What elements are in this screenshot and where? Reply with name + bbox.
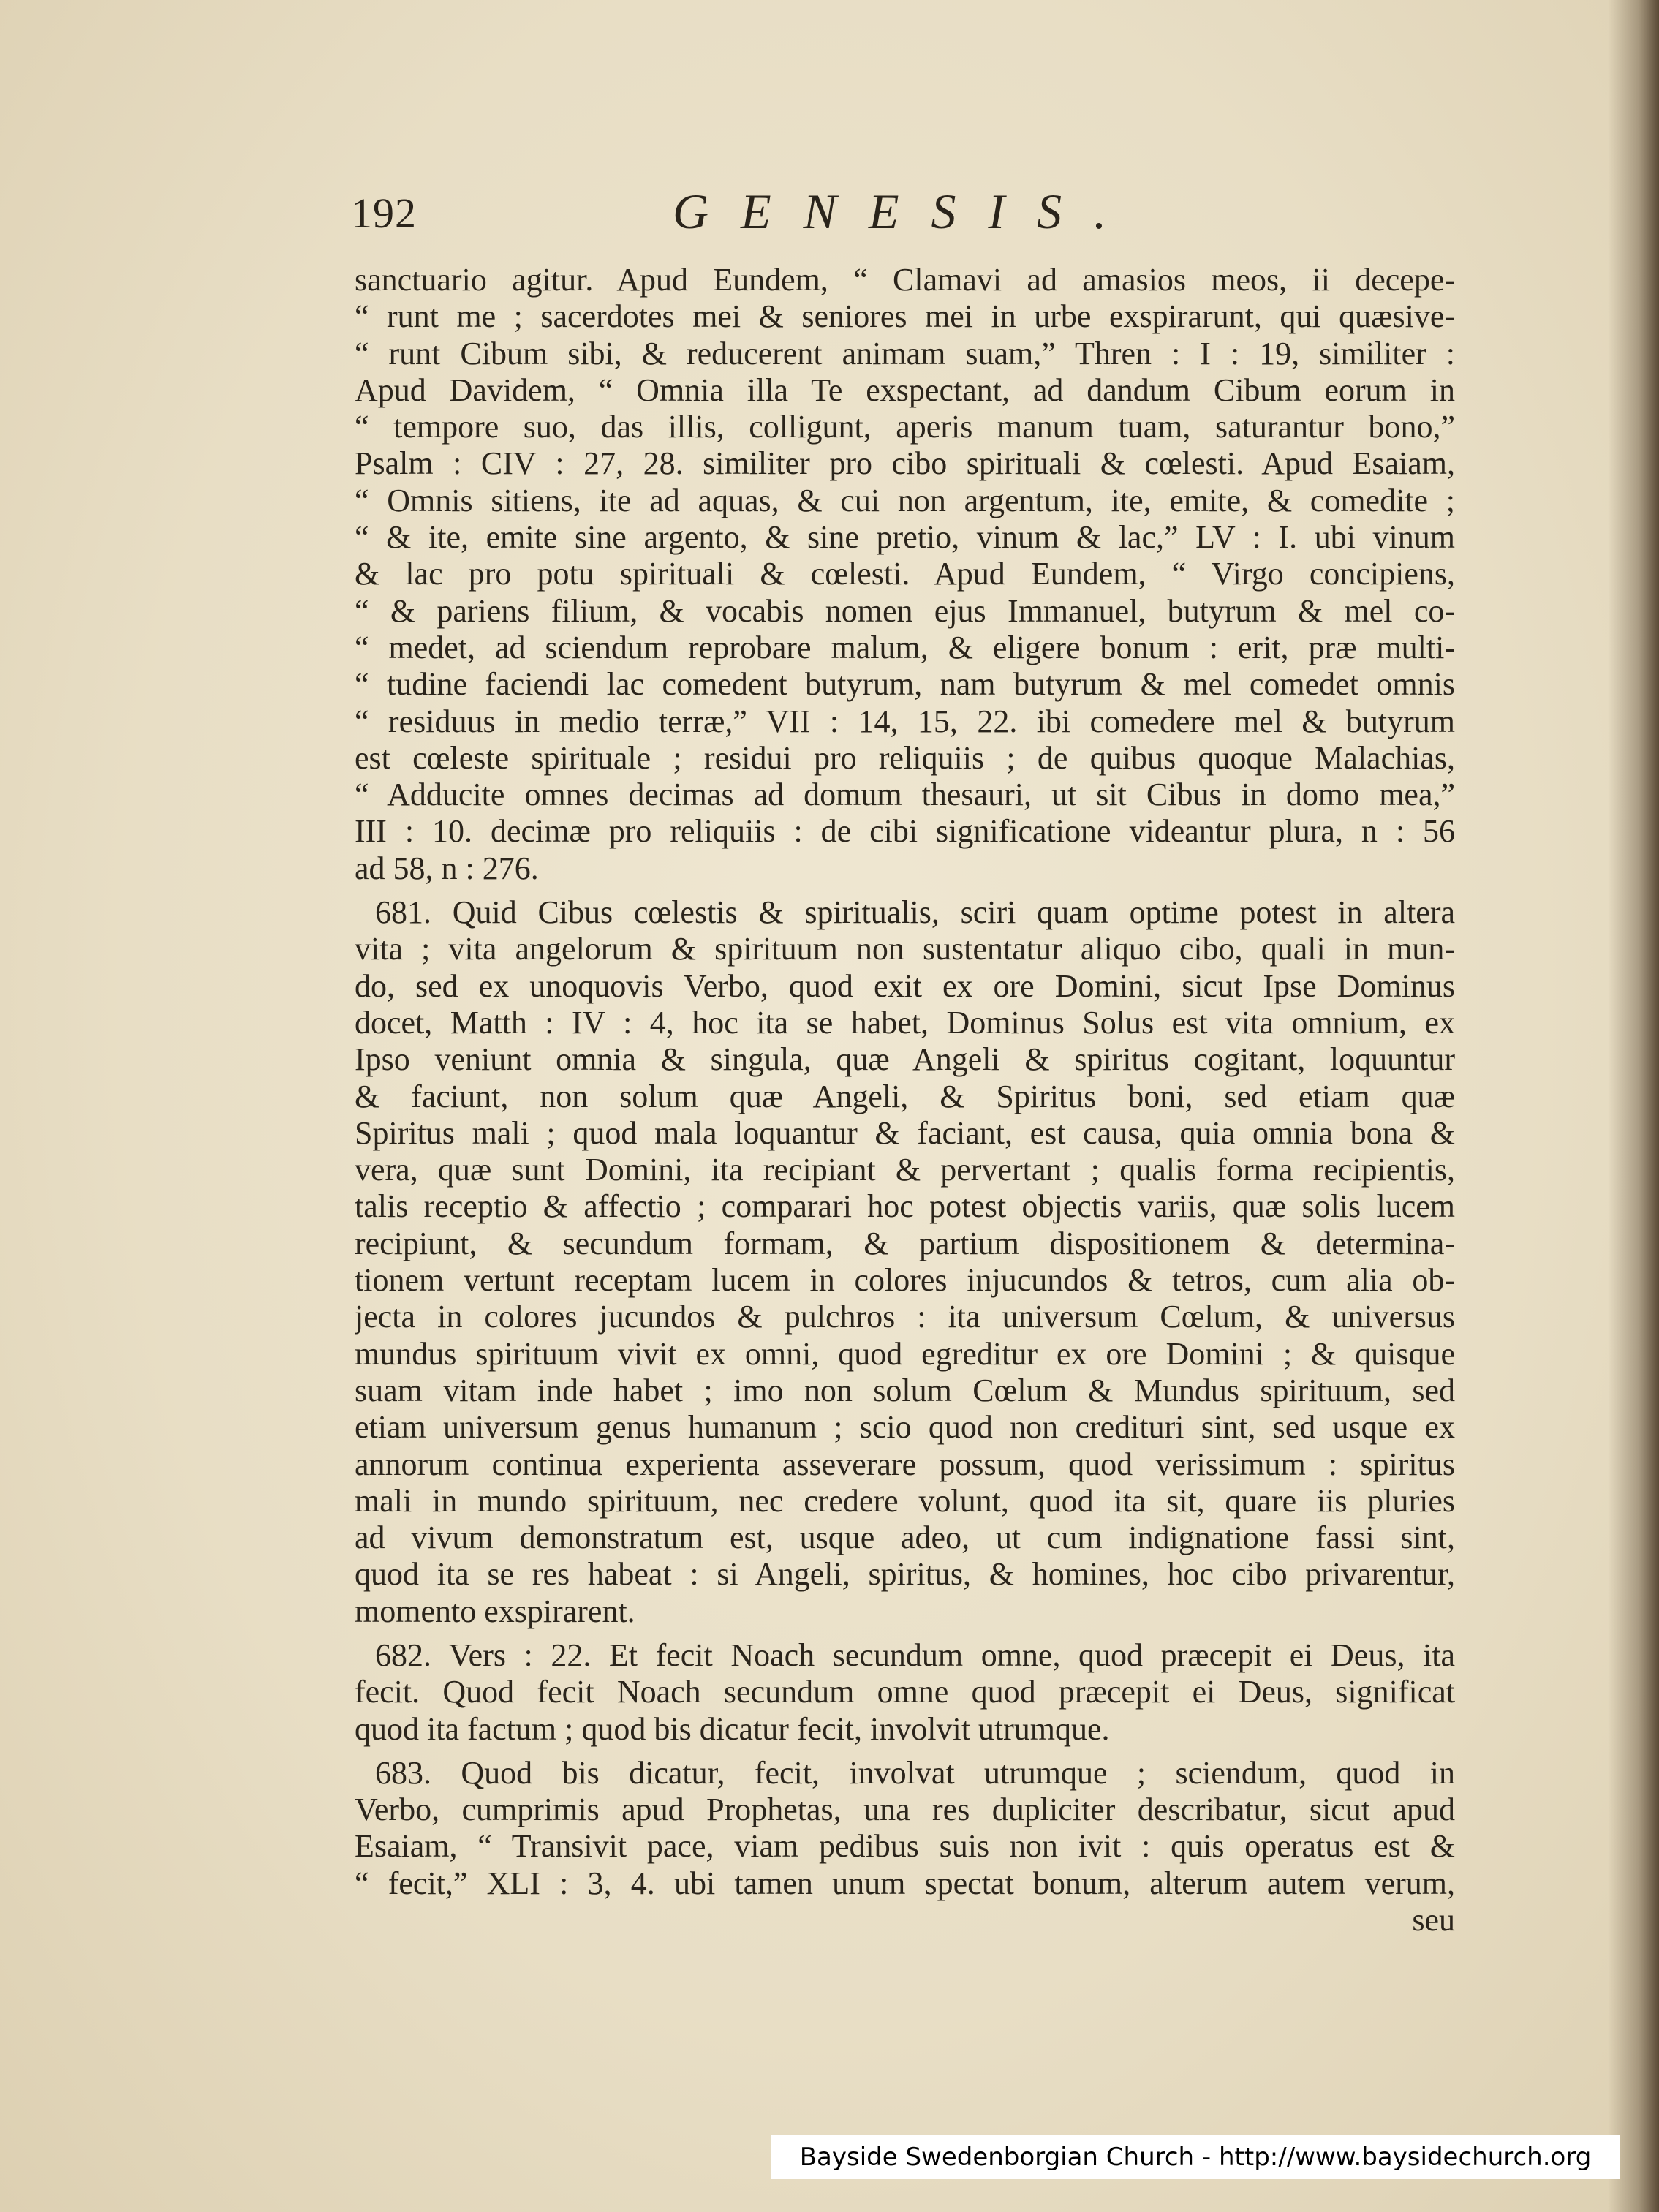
- text-line: “ & ite, emite sine argento, & sine pretio, vinum & lac,” LV : I. ubi vinum: [355, 519, 1455, 556]
- text-line: mundus spirituum vivit ex omni, quod egreditur ex ore Domini ; & quisque: [355, 1335, 1455, 1372]
- text-line: “ fecit,” XLI : 3, 4. ubi tamen unum spectat bonum, alterum autem verum,: [355, 1865, 1455, 1901]
- page-number: 192: [351, 189, 417, 237]
- body-text: [355, 262, 1455, 1939]
- paragraph-681-start: 681. Quid Cibus cœlestis & spiritualis, sciri quam optime potest in altera: [375, 894, 1455, 931]
- text-line: & faciunt, non solum quæ Angeli, & Spiritus boni, sed etiam quæ: [355, 1078, 1455, 1114]
- text-line: “ Omnis sitiens, ite ad aquas, & cui non argentum, ite, emite, & comedite ;: [355, 482, 1455, 518]
- text-line: docet, Matth : IV : 4, hoc ita se habet, Dominus Solus est vita omnium, ex: [355, 1004, 1455, 1041]
- text-line: “ runt me ; sacerdotes mei & seniores mei in urbe exspirarunt, qui quæsive-: [355, 298, 1455, 335]
- text-line: do, sed ex unoquovis Verbo, quod exit ex ore Domini, sicut Ipse Dominus: [355, 967, 1455, 1004]
- paragraph-683-start: 683. Quod bis dicatur, fecit, involvat utrumque ; sciendum, quod in: [375, 1754, 1455, 1791]
- text-line: jecta in colores jucundos & pulchros : ita universum Cœlum, & universus: [355, 1299, 1455, 1335]
- paragraph-682-start: 682. Vers : 22. Et fecit Noach secundum omne, quod præcepit ei Deus, ita: [375, 1637, 1455, 1673]
- text-line: Verbo, cumprimis apud Prophetas, una res dupliciter describatur, sicut apud: [355, 1792, 1455, 1828]
- text-line: Psalm : CIV : 27, 28. similiter pro cibo spirituali & cœlesti. Apud Esaiam,: [355, 445, 1455, 482]
- text-line: quod ita factum ; quod bis dicatur fecit, involvit utrumque.: [355, 1710, 1110, 1747]
- source-watermark: Bayside Swedenborgian Church - http://www.baysidechurch.org: [771, 2135, 1620, 2179]
- text-line: “ Adducite omnes decimas ad domum thesauri, ut sit Cibus in domo mea,”: [355, 777, 1455, 813]
- text-line: “ medet, ad sciendum reprobare malum, & eligere bonum : erit, præ multi-: [355, 629, 1455, 665]
- text-line: vita ; vita angelorum & spirituum non sustentatur aliquo cibo, quali in mun-: [355, 931, 1455, 967]
- text-line: “ runt Cibum sibi, & reducerent animam suam,” Thren : I : 19, similiter :: [355, 335, 1455, 371]
- text-line: recipiunt, & secundum formam, & partium dispositionem & determina-: [355, 1225, 1455, 1261]
- text-line: “ & pariens filium, & vocabis nomen ejus Immanuel, butyrum & mel co-: [355, 592, 1455, 629]
- text-line: suam vitam inde habet ; imo non solum Cœlum & Mundus spirituum, sed: [355, 1372, 1455, 1408]
- text-line: quod ita se res habeat : si Angeli, spiritus, & homines, hoc cibo privarentur,: [355, 1556, 1455, 1593]
- text-line: momento exspirarent.: [355, 1593, 635, 1629]
- text-line: “ tempore suo, das illis, colligunt, aperis manum tuam, saturantur bono,”: [355, 409, 1455, 445]
- text-line: tionem vertunt receptam lucem in colores injucundos & tetros, cum alia ob-: [355, 1262, 1455, 1299]
- text-line: talis receptio & affectio ; comparari hoc potest objectis variis, quæ solis lucem: [355, 1188, 1455, 1225]
- page-header: [351, 183, 1228, 249]
- text-line: III : 10. decimæ pro reliquiis : de cibi significatione videantur plura, n : 56: [355, 813, 1455, 850]
- catchword: seu: [1412, 1902, 1455, 1939]
- text-line: mali in mundo spirituum, nec credere volunt, quod ita sit, quare iis pluries: [355, 1482, 1455, 1519]
- running-head: GENESIS.: [673, 184, 1139, 239]
- text-line: Apud Davidem, “ Omnia illa Te exspectant, ad dandum Cibum eorum in: [355, 371, 1455, 408]
- text-line: vera, quæ sunt Domini, ita recipiant & pervertant ; qualis forma recipientis,: [355, 1152, 1455, 1188]
- text-line: Esaiam, “ Transivit pace, viam pedibus suis non ivit : quis operatus est &: [355, 1828, 1455, 1865]
- text-line: est cœleste spirituale ; residui pro reliquiis ; de quibus quoque Malachias,: [355, 739, 1455, 776]
- page-gutter-shadow: [1608, 0, 1659, 2212]
- text-line: fecit. Quod fecit Noach secundum omne quod præcepit ei Deus, significat: [355, 1674, 1455, 1710]
- text-line: ad 58, n : 276.: [355, 850, 539, 886]
- text-line: annorum continua experienta asseverare possum, quod verissimum : spiritus: [355, 1446, 1455, 1482]
- text-line: & lac pro potu spirituali & cœlesti. Apud Eundem, “ Virgo concipiens,: [355, 556, 1455, 592]
- text-line: ad vivum demonstratum est, usque adeo, ut cum indignatione fassi sint,: [355, 1520, 1455, 1556]
- text-line: Ipso veniunt omnia & singula, quæ Angeli & spiritus cogitant, loquuntur: [355, 1041, 1455, 1078]
- text-line: “ tudine faciendi lac comedent butyrum, nam butyrum & mel comedet omnis: [355, 666, 1455, 703]
- text-line: sanctuario agitur. Apud Eundem, “ Clamavi ad amasios meos, ii decepe-: [355, 262, 1455, 298]
- text-line: Spiritus mali ; quod mala loquantur & faciant, est causa, quia omnia bona &: [355, 1114, 1455, 1151]
- text-line: etiam universum genus humanum ; scio quod non credituri sint, sed usque ex: [355, 1409, 1455, 1446]
- text-line: “ residuus in medio terræ,” VII : 14, 15, 22. ibi comedere mel & butyrum: [355, 703, 1455, 739]
